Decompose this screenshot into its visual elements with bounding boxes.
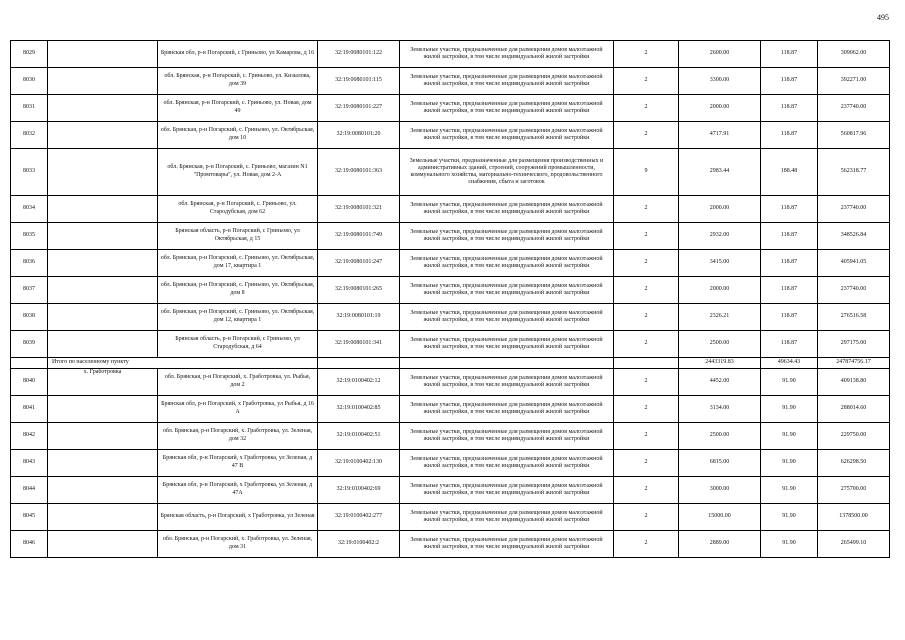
row-number: 8046 (11, 531, 48, 558)
land-use-type: Земельные участки, предназначенные для размещения домов малоэтажной жилой застройки, в том числе индивидуальной жилой застройки (400, 95, 614, 122)
use-group: 2 (614, 369, 679, 396)
land-use-type: Земельные участки, предназначенные для размещения домов малоэтажной жилой застройки, в том числе индивидуальной жилой застройки (400, 531, 614, 558)
use-group: 9 (614, 149, 679, 196)
address-cell: Брянская область, р-н Погарский, с Гриньово, ул Стародубская, д 64 (158, 331, 318, 358)
row-number: 8038 (11, 304, 48, 331)
cadastral-number: 32:19:0100402:2 (318, 531, 400, 558)
cell-empty (11, 358, 48, 369)
use-group: 2 (614, 122, 679, 149)
table-body (11, 41, 890, 558)
use-group: 2 (614, 196, 679, 223)
land-use-type: Земельные участки, предназначенные для размещения домов малоэтажной жилой застройки, в том числе индивидуальной жилой застройки (400, 196, 614, 223)
table-row (11, 250, 890, 277)
specific-value: 91.90 (761, 396, 818, 423)
use-group: 2 (614, 477, 679, 504)
table-row (11, 149, 890, 196)
land-use-type: Земельные участки, предназначенные для размещения домов малоэтажной жилой застройки, в том числе индивидуальной жилой застройки (400, 68, 614, 95)
address-cell: обл. Брянская, р-н Погарский, с. Гриньово, ул. Октябрьская, дом 17, квартира 1 (158, 250, 318, 277)
specific-value: 91.90 (761, 477, 818, 504)
table-row (11, 223, 890, 250)
cadastral-number: 32:19:0080101:247 (318, 250, 400, 277)
locality-cell (48, 396, 158, 423)
table-row (11, 304, 890, 331)
specific-value: 118.87 (761, 277, 818, 304)
cadastral-value: 297175.00 (818, 331, 890, 358)
locality-cell (48, 331, 158, 358)
land-use-type: Земельные участки, предназначенные для размещения домов малоэтажной жилой застройки, в том числе индивидуальной жилой застройки (400, 277, 614, 304)
table-row (11, 331, 890, 358)
locality-cell (48, 504, 158, 531)
cadastral-value: 237740.00 (818, 277, 890, 304)
specific-value: 118.87 (761, 223, 818, 250)
cadastral-number: 32:19:0100402:85 (318, 396, 400, 423)
cadastral-value: 276516.58 (818, 304, 890, 331)
use-group: 2 (614, 450, 679, 477)
table-row (11, 504, 890, 531)
table-row (11, 423, 890, 450)
address-cell: обл. Брянская, р-н Погарский, с. Гриньово, ул. Октябрьская, дом 12, квартира 1 (158, 304, 318, 331)
address-cell: обл. Брянская, р-н Погарский, с. Гриньово, ул. Октябрьская, дом 8 (158, 277, 318, 304)
cadastral-number: 32:19:0080101:341 (318, 331, 400, 358)
specific-value: 91.90 (761, 531, 818, 558)
cadastral-number: 32:19:0080101:321 (318, 196, 400, 223)
land-use-type: Земельные участки, предназначенные для размещения производственных и административных зданий, строений, сооружений промышленности, коммунального хозяйства, материально-технического, продовольственного снабжения, сбыта и заготовок (400, 149, 614, 196)
area-value: 2000.00 (679, 95, 761, 122)
table-row (11, 95, 890, 122)
cadastral-number: 32:19:0080101:749 (318, 223, 400, 250)
row-number: 8040 (11, 369, 48, 396)
area-value: 3415.00 (679, 250, 761, 277)
cadastral-value: 392271.00 (818, 68, 890, 95)
row-number: 8034 (11, 196, 48, 223)
locality-cell (48, 41, 158, 68)
use-group: 2 (614, 95, 679, 122)
table-row (11, 531, 890, 558)
row-number: 8045 (11, 504, 48, 531)
cadastral-number: 32:19:0080101:363 (318, 149, 400, 196)
row-number: 8033 (11, 149, 48, 196)
specific-value: 91.90 (761, 504, 818, 531)
page-number: 495 (877, 13, 889, 22)
locality-cell (48, 531, 158, 558)
cadastral-value: 229750.00 (818, 423, 890, 450)
locality-cell: х. Гработровка (48, 369, 158, 396)
row-number: 8030 (11, 68, 48, 95)
table-row (11, 196, 890, 223)
cadastral-number: 32:19:0080101:115 (318, 68, 400, 95)
locality-cell (48, 304, 158, 331)
locality-cell (48, 277, 158, 304)
locality-cell (48, 95, 158, 122)
cadastral-value: 562318.77 (818, 149, 890, 196)
row-number: 8032 (11, 122, 48, 149)
cadastral-value: 1378500.00 (818, 504, 890, 531)
row-number: 8041 (11, 396, 48, 423)
address-cell: обл. Брянская, р-н Погарский, с. Гриньово, ул. Кизылова, дом 39 (158, 68, 318, 95)
use-group: 2 (614, 250, 679, 277)
use-group: 2 (614, 41, 679, 68)
land-use-type: Земельные участки, предназначенные для размещения домов малоэтажной жилой застройки, в том числе индивидуальной жилой застройки (400, 41, 614, 68)
cell-empty (614, 358, 679, 369)
row-number: 8042 (11, 423, 48, 450)
area-value: 15000.00 (679, 504, 761, 531)
address-cell: Брянская область, р-н Погарский, с Гриньово, ул Октябрьская, д 15 (158, 223, 318, 250)
area-value: 2600.00 (679, 41, 761, 68)
total-rate: 49634.43 (761, 358, 818, 369)
total-label: Итого по населенному пункту (48, 358, 318, 369)
table-row (11, 68, 890, 95)
cadastral-value: 409138.80 (818, 369, 890, 396)
total-area: 2443319.83 (679, 358, 761, 369)
cadastral-number: 32:19:0080101:227 (318, 95, 400, 122)
locality-cell (48, 68, 158, 95)
area-value: 2000.00 (679, 277, 761, 304)
address-cell: обл. Брянская, р-н Погарский, х. Гработровка, ул. Зеленая, дом 32 (158, 423, 318, 450)
total-value: 247874756.17 (818, 358, 890, 369)
cadastral-value-table (10, 40, 890, 558)
cadastral-number: 32:19:0100402:51 (318, 423, 400, 450)
specific-value: 118.87 (761, 95, 818, 122)
cadastral-number: 32:19:0080101:265 (318, 277, 400, 304)
land-use-type: Земельные участки, предназначенные для размещения домов малоэтажной жилой застройки, в том числе индивидуальной жилой застройки (400, 223, 614, 250)
land-use-type: Земельные участки, предназначенные для размещения домов малоэтажной жилой застройки, в том числе индивидуальной жилой застройки (400, 369, 614, 396)
cell-empty (318, 358, 400, 369)
area-value: 2500.00 (679, 331, 761, 358)
area-value: 4452.00 (679, 369, 761, 396)
table-row (11, 122, 890, 149)
locality-total-row (11, 358, 890, 369)
address-cell: обл. Брянская, р-н Погарский, х. Гработровка, ул. Зеленая, дом 31 (158, 531, 318, 558)
specific-value: 188.48 (761, 149, 818, 196)
specific-value: 118.87 (761, 331, 818, 358)
cadastral-number: 32:19:0080101:19 (318, 304, 400, 331)
address-cell: обл. Брянская, р-н Погарский, х. Гработровка, ул. Рыбья, дом 2 (158, 369, 318, 396)
area-value: 2000.00 (679, 196, 761, 223)
table-row (11, 396, 890, 423)
area-value: 2932.00 (679, 223, 761, 250)
locality-cell (48, 223, 158, 250)
address-cell: Брянская область, р-н Погарский, х Гработровка, ул Зеленая (158, 504, 318, 531)
area-value: 2326.21 (679, 304, 761, 331)
cadastral-number: 32:19:0100402:130 (318, 450, 400, 477)
locality-cell (48, 122, 158, 149)
land-use-type: Земельные участки, предназначенные для размещения домов малоэтажной жилой застройки, в том числе индивидуальной жилой застройки (400, 331, 614, 358)
address-cell: Брянская обл, р-н Погарский, х Гработровка, ул Зеленая, д 47А (158, 477, 318, 504)
specific-value: 118.87 (761, 41, 818, 68)
specific-value: 91.90 (761, 423, 818, 450)
use-group: 2 (614, 304, 679, 331)
land-use-type: Земельные участки, предназначенные для размещения домов малоэтажной жилой застройки, в том числе индивидуальной жилой застройки (400, 477, 614, 504)
land-use-type: Земельные участки, предназначенные для размещения домов малоэтажной жилой застройки, в том числе индивидуальной жилой застройки (400, 122, 614, 149)
land-use-type: Земельные участки, предназначенные для размещения домов малоэтажной жилой застройки, в том числе индивидуальной жилой застройки (400, 423, 614, 450)
area-value: 6815.00 (679, 450, 761, 477)
cadastral-value: 237740.00 (818, 196, 890, 223)
row-number: 8031 (11, 95, 48, 122)
row-number: 8044 (11, 477, 48, 504)
locality-cell (48, 450, 158, 477)
area-value: 4717.91 (679, 122, 761, 149)
cadastral-value: 288014.60 (818, 396, 890, 423)
area-value: 2889.00 (679, 531, 761, 558)
table-row (11, 41, 890, 68)
table-row (11, 369, 890, 396)
address-cell: Брянская обл, р-н Погарский, х Гработровка, ул Зеленая, д 47 В (158, 450, 318, 477)
land-use-type: Земельные участки, предназначенные для размещения домов малоэтажной жилой застройки, в том числе индивидуальной жилой застройки (400, 250, 614, 277)
use-group: 2 (614, 396, 679, 423)
use-group: 2 (614, 423, 679, 450)
area-value: 2500.00 (679, 423, 761, 450)
specific-value: 118.87 (761, 196, 818, 223)
cadastral-value: 405941.05 (818, 250, 890, 277)
address-cell: Брянская обл, р-н Погарский, с Гриньово, ул Камарова, д 16 (158, 41, 318, 68)
cadastral-number: 32:19:0080101:122 (318, 41, 400, 68)
specific-value: 118.87 (761, 68, 818, 95)
land-use-type: Земельные участки, предназначенные для размещения домов малоэтажной жилой застройки, в том числе индивидуальной жилой застройки (400, 304, 614, 331)
use-group: 2 (614, 331, 679, 358)
specific-value: 118.87 (761, 250, 818, 277)
specific-value: 118.87 (761, 304, 818, 331)
use-group: 2 (614, 68, 679, 95)
row-number: 8043 (11, 450, 48, 477)
land-use-type: Земельные участки, предназначенные для размещения домов малоэтажной жилой застройки, в том числе индивидуальной жилой застройки (400, 450, 614, 477)
use-group: 2 (614, 504, 679, 531)
locality-cell (48, 149, 158, 196)
cell-empty (400, 358, 614, 369)
cadastral-value: 237740.00 (818, 95, 890, 122)
cadastral-value: 265499.10 (818, 531, 890, 558)
cadastral-value: 275700.00 (818, 477, 890, 504)
use-group: 2 (614, 277, 679, 304)
specific-value: 118.87 (761, 122, 818, 149)
land-use-type: Земельные участки, предназначенные для размещения домов малоэтажной жилой застройки, в том числе индивидуальной жилой застройки (400, 504, 614, 531)
table-row (11, 477, 890, 504)
area-value: 2983.44 (679, 149, 761, 196)
area-value: 3000.00 (679, 477, 761, 504)
row-number: 8036 (11, 250, 48, 277)
row-number: 8029 (11, 41, 48, 68)
use-group: 2 (614, 531, 679, 558)
cadastral-value: 309062.00 (818, 41, 890, 68)
address-cell: обл. Брянская, р-н Погарский, с. Гриньово, ул. Новая, дом 49 (158, 95, 318, 122)
address-cell: обл. Брянская, р-н Погарский, с. Гриньово, магазин N1 "Промтовары", ул. Новая, дом 2-А (158, 149, 318, 196)
cadastral-value: 560817.96 (818, 122, 890, 149)
use-group: 2 (614, 223, 679, 250)
cadastral-value: 626298.50 (818, 450, 890, 477)
specific-value: 91.90 (761, 369, 818, 396)
cadastral-number: 32:19:0100402:277 (318, 504, 400, 531)
locality-cell (48, 477, 158, 504)
table-row (11, 277, 890, 304)
locality-cell (48, 196, 158, 223)
cadastral-number: 32:19:0100402:69 (318, 477, 400, 504)
cadastral-value: 348526.84 (818, 223, 890, 250)
cadastral-number: 32:19:0100402:12 (318, 369, 400, 396)
row-number: 8039 (11, 331, 48, 358)
area-value: 3134.00 (679, 396, 761, 423)
cadastral-number: 32:19:0080101:20 (318, 122, 400, 149)
land-use-type: Земельные участки, предназначенные для размещения домов малоэтажной жилой застройки, в том числе индивидуальной жилой застройки (400, 396, 614, 423)
table-row (11, 450, 890, 477)
locality-cell (48, 423, 158, 450)
area-value: 3300.00 (679, 68, 761, 95)
address-cell: обл. Брянская, р-н Погарский, с. Гриньово, ул. Октябрьская, дом 10 (158, 122, 318, 149)
row-number: 8037 (11, 277, 48, 304)
specific-value: 91.90 (761, 450, 818, 477)
address-cell: Брянская обл, р-н Погарский, х Гработровка, ул Рыбья, д 16 А (158, 396, 318, 423)
row-number: 8035 (11, 223, 48, 250)
locality-cell (48, 250, 158, 277)
address-cell: обл. Брянская, р-н Погарский, с. Гриньово, ул. Стародубская, дом 62 (158, 196, 318, 223)
